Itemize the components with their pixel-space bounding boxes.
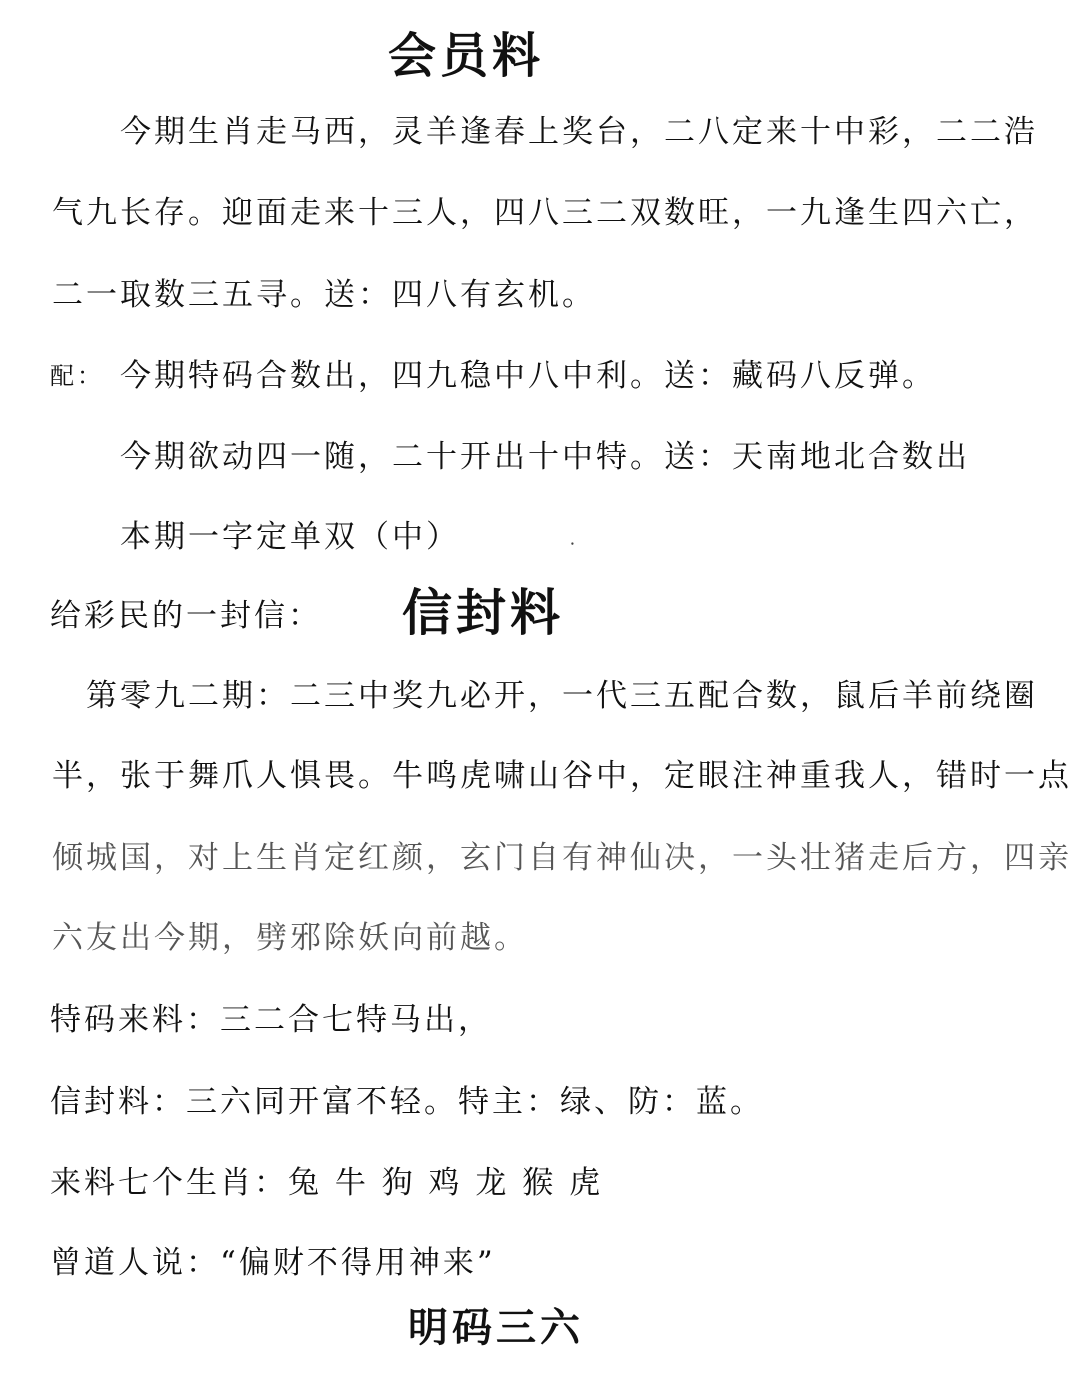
special-code-line: 特码来料：三二合七特马出， <box>50 1002 492 1038</box>
envelope-line-2: 半，张于舞爪人惧畏。牛鸣虎啸山谷中，定眼注神重我人，错时一点 <box>52 758 1072 794</box>
single-even-line: 本期一字定单双（中） <box>120 519 460 555</box>
taoist-saying-line: 曾道人说：“偏财不得用神来” <box>50 1245 496 1281</box>
envelope-line-4: 六友出今期，劈邪除妖向前越。 <box>52 920 528 956</box>
member-material-title: 会员料 <box>388 28 545 84</box>
scan-speck: ⸱ <box>570 534 575 555</box>
member-line-3: 二一取数三五寻。送：四八有玄机。 <box>52 277 596 313</box>
letter-label: 给彩民的一封信： <box>50 598 322 634</box>
match-line-1: 今期特码合数出，四九稳中八中利。送：藏码八反弹。 <box>120 358 936 394</box>
envelope-material-title: 信封料 <box>402 583 564 642</box>
member-line-2: 气九长存。迎面走来十三人，四八三二双数旺，一九逢生四六亡， <box>52 195 1038 231</box>
match-label: 配： <box>50 362 104 390</box>
envelope-line-1: 第零九二期：二三中奖九必开，一代三五配合数，鼠后羊前绕圈 <box>86 678 1038 714</box>
envelope-material-line: 信封料：三六同开富不轻。特主：绿、防：蓝。 <box>50 1084 764 1120</box>
envelope-line-3: 倾城国，对上生肖定红颜，玄门自有神仙决，一头壮猪走后方，四亲 <box>52 840 1072 876</box>
seven-zodiac-line: 来料七个生肖：兔 牛 狗 鸡 龙 猴 虎 <box>50 1165 604 1201</box>
member-line-1: 今期生肖走马西，灵羊逢春上奖台，二八定来十中彩，二二浩 <box>120 114 1038 150</box>
match-line-2: 今期欲动四一随，二十开出十中特。送：天南地北合数出 <box>120 439 970 475</box>
bright-code-title: 明码三六 <box>408 1304 584 1351</box>
